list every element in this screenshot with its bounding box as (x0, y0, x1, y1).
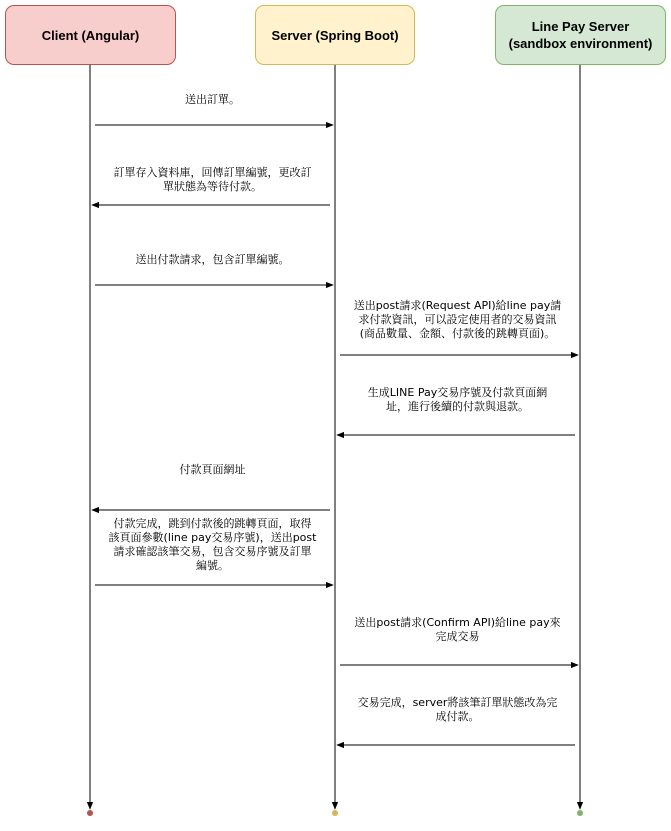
actor-server (255, 5, 415, 65)
message-label: 送出訂單。 (185, 93, 240, 106)
lifeline-end-client (87, 810, 93, 816)
actor-client-label: Client (Angular) (41, 27, 140, 43)
message-label: 付款完成，跳到付款後的跳轉頁面，取得 該頁面參數(line pay交易序號)，送出post 請求確認該筆交易，包含交易序號及訂單 編號。 (108, 517, 317, 572)
actor-client (5, 5, 176, 65)
actor-linepay (495, 5, 666, 65)
message-label: 送出post請求(Request API)給line pay請 求付款資訊，可以設定使用者的交易資訊 (商品數量、金額、付款後的跳轉頁面)。 (353, 299, 562, 340)
actor-linepay-label: Line Pay Server (sandbox environment) (508, 19, 653, 51)
message-label: 送出付款請求，包含訂單編號。 (135, 253, 290, 266)
message-label: 訂單存入資料庫，回傳訂單編號，更改訂 單狀態為等待付款。 (113, 166, 312, 193)
message-label: 生成LINE Pay交易序號及付款頁面網 址，進行後續的付款與退款。 (367, 386, 548, 413)
actor-server-label: Server (Spring Boot) (271, 27, 399, 43)
message-label: 交易完成，server將該筆訂單狀態改為完 成付款。 (357, 696, 558, 723)
lifeline-end-server (332, 810, 338, 816)
lifeline-end-linepay (577, 810, 583, 816)
message-label: 送出post請求(Confirm API)給line pay來 完成交易 (354, 616, 561, 643)
message-label: 付款頁面網址 (179, 463, 246, 476)
